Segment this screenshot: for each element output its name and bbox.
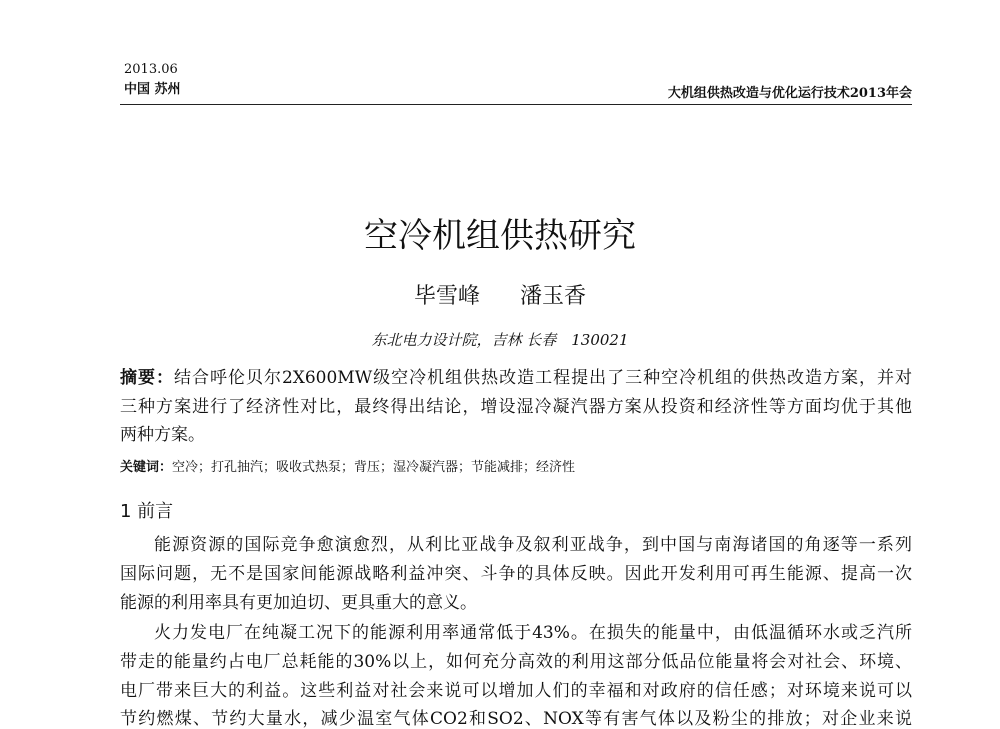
abstract-line: 两种方案。 <box>120 425 205 445</box>
abstract-label: 摘要： <box>120 368 174 388</box>
header-conference: 大机组供热改造与优化运行技术2013年会 <box>667 86 912 101</box>
body-line: 能源资源的国际竞争愈演愈烈，从利比亚战争及叙利亚战争，到中国与南海诸国的角逐等一系列 <box>154 535 912 555</box>
keywords: 关键词：空冷；打孔抽汽；吸收式热泵；背压；湿冷凝汽器；节能减排；经济性 <box>120 460 576 475</box>
abstract-line: 三种方案进行了经济性对比，最终得出结论，增设湿冷凝汽器方案从投资和经济性等方面均优于其他 <box>120 397 912 417</box>
page-title: 空冷机组供热研究 <box>364 216 636 256</box>
body-line: 带走的能量约占电厂总耗能的30%以上，如何充分高效的利用这部分低品位能量将会对社会、环境、 <box>120 652 912 672</box>
section-heading: 1 前言 <box>120 501 174 522</box>
author: 毕雪峰 <box>413 284 480 309</box>
body-line: 能源的利用率具有更加迫切、更具重大的意义。 <box>120 593 477 613</box>
header-date: 2013.06 <box>124 62 178 77</box>
header-rule <box>120 104 912 105</box>
body-line: 火力发电厂在纯凝工况下的能源利用率通常低于43%。在损失的能量中，由低温循环水或乏汽所 <box>154 623 912 643</box>
authors <box>0 284 1000 310</box>
keywords-label: 关键词： <box>120 460 173 475</box>
abstract-line: 摘要：结合呼伦贝尔2X600MW级空冷机组供热改造工程提出了三种空冷机组的供热改造方案，并对 <box>120 368 912 388</box>
body-line: 节约燃煤、节约大量水，减少温室气体CO2和SO2、NOX等有害气体以及粉尘的排放；对企业来说 <box>120 709 912 729</box>
body-line: 国际问题，无不是国家间能源战略利益冲突、斗争的具体反映。因此开发利用可再生能源、提高一次 <box>120 564 912 584</box>
header-location: 中国 苏州 <box>124 82 181 97</box>
body-line: 电厂带来巨大的利益。这些利益对社会来说可以增加人们的幸福和对政府的信任感；对环境来说可以 <box>120 681 912 701</box>
author: 潘玉香 <box>520 284 587 309</box>
affiliation: 东北电力设计院，吉林 长春 130021 <box>371 331 629 349</box>
